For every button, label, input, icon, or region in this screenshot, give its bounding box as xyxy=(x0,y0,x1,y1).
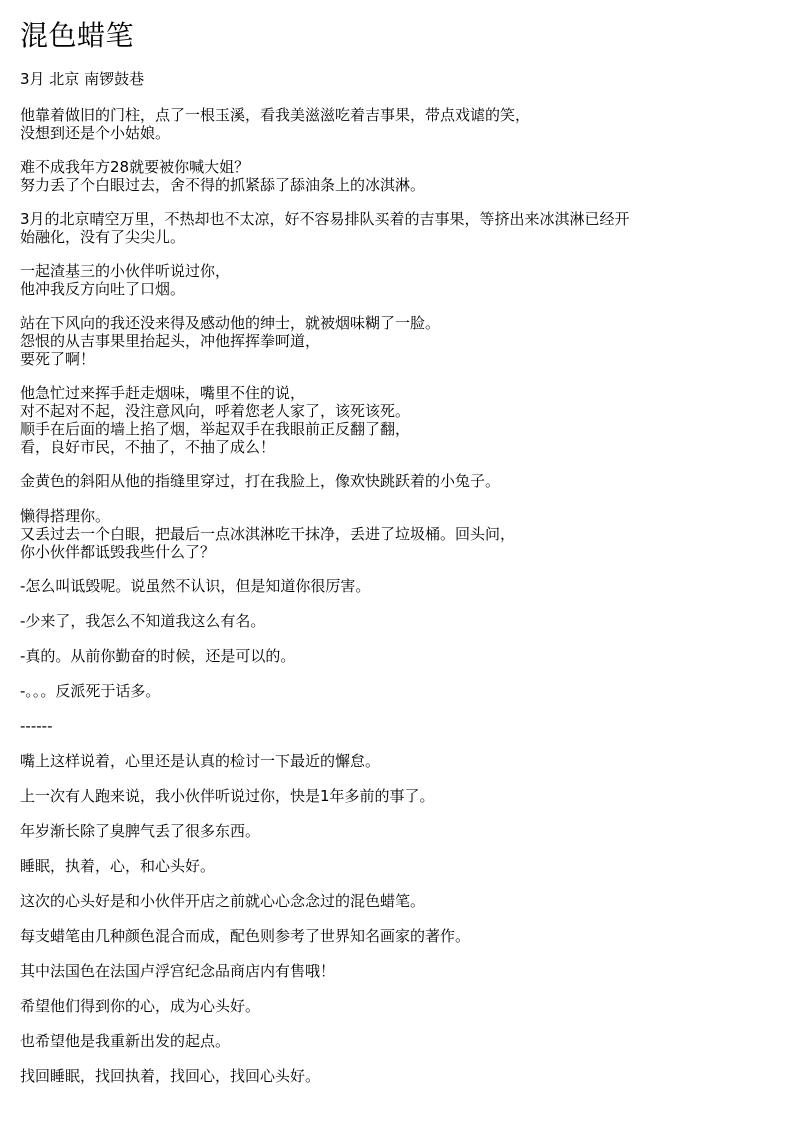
text-line: 怨恨的从吉事果里抬起头，冲他挥挥拳呵道， xyxy=(20,332,321,350)
text-line: -真的。从前你勤奋的时候，还是可以的。 xyxy=(20,647,296,665)
text-line: 要死了啊！ xyxy=(20,350,96,368)
text-line: -。。。反派死于话多。 xyxy=(20,682,161,700)
text-line: 睡眠，执着，心，和心头好。 xyxy=(20,857,216,875)
paragraph-3 xyxy=(20,210,780,246)
text-line: 他靠着做旧的门柱，点了一根玉溪，看我美滋滋吃着吉事果，带点戏谑的笑， xyxy=(20,106,531,124)
dialogue-line-4 xyxy=(20,682,780,700)
text-line: 对不起对不起，没注意风向，呼着您老人家了，该死该死。 xyxy=(20,402,411,420)
paragraph-5 xyxy=(20,314,780,368)
dateline: 3月 北京 南锣鼓巷 xyxy=(20,70,145,88)
paragraph-8 xyxy=(20,507,780,561)
text-line: 也希望他是我重新出发的起点。 xyxy=(20,1032,231,1050)
text-line: 希望他们得到你的心，成为心头好。 xyxy=(20,997,261,1015)
paragraph-2 xyxy=(20,158,780,194)
text-line: 努力丢了个白眼过去，舍不得的抓紧舔了舔油条上的冰淇淋。 xyxy=(20,176,426,194)
text-line: 看，良好市民，不抽了，不抽了成么！ xyxy=(20,438,276,456)
text-line: 始融化，没有了尖尖儿。 xyxy=(20,228,186,246)
section-divider xyxy=(20,717,780,735)
paragraph-12 xyxy=(20,857,780,875)
text-line: 上一次有人跑来说，我小伙伴听说过你，快是1年多前的事了。 xyxy=(20,787,435,805)
paragraph-4 xyxy=(20,262,780,298)
paragraph-6 xyxy=(20,384,780,456)
text-line: 难不成我年方28就要被你喊大姐？ xyxy=(20,158,250,176)
dialogue-line-2 xyxy=(20,612,780,630)
paragraph-9 xyxy=(20,752,780,770)
paragraph-16 xyxy=(20,997,780,1015)
dialogue-line-3 xyxy=(20,647,780,665)
text-line: 其中法国色在法国卢浮宫纪念品商店内有售哦！ xyxy=(20,962,336,980)
paragraph-14 xyxy=(20,927,780,945)
text-line: -少来了，我怎么不知道我这么有名。 xyxy=(20,612,266,630)
paragraph-1 xyxy=(20,106,780,142)
text-line: 这次的心头好是和小伙伴开店之前就心心念念过的混色蜡笔。 xyxy=(20,892,426,910)
text-line: 年岁渐长除了臭脾气丢了很多东西。 xyxy=(20,822,261,840)
paragraph-17 xyxy=(20,1032,780,1050)
paragraph-11 xyxy=(20,822,780,840)
text-line: 3月的北京晴空万里，不热却也不太凉，好不容易排队买着的吉事果，等挤出来冰淇淋已经开 xyxy=(20,210,630,228)
paragraph-13 xyxy=(20,892,780,910)
text-line: -怎么叫诋毁呢。说虽然不认识，但是知道你很厉害。 xyxy=(20,577,371,595)
text-line: 金黄色的斜阳从他的指缝里穿过，打在我脸上，像欢快跳跃着的小兔子。 xyxy=(20,472,501,490)
text-line: 嘴上这样说着，心里还是认真的检讨一下最近的懈怠。 xyxy=(20,752,381,770)
paragraph-7 xyxy=(20,472,780,490)
text-line: 顺手在后面的墙上掐了烟，举起双手在我眼前正反翻了翻， xyxy=(20,420,411,438)
paragraph-18 xyxy=(20,1067,780,1085)
divider-text: ------ xyxy=(20,717,53,735)
text-line: 每支蜡笔由几种颜色混合而成，配色则参考了世界知名画家的著作。 xyxy=(20,927,471,945)
text-line: 站在下风向的我还没来得及感动他的绅士，就被烟味糊了一脸。 xyxy=(20,314,441,332)
text-line: 你小伙伴都诋毁我些什么了？ xyxy=(20,543,216,561)
text-line: 一起渣基三的小伙伴听说过你， xyxy=(20,262,231,280)
paragraph-10 xyxy=(20,787,780,805)
paragraph-15 xyxy=(20,962,780,980)
text-line: 又丢过去一个白眼，把最后一点冰淇淋吃干抹净，丢进了垃圾桶。回头问， xyxy=(20,525,516,543)
text-line: 懒得搭理你。 xyxy=(20,507,111,525)
page-title: 混色蜡笔 xyxy=(20,19,135,52)
dialogue-line-1 xyxy=(20,577,780,595)
text-line: 没想到还是个小姑娘。 xyxy=(20,124,171,142)
text-line: 找回睡眠，找回执着，找回心，找回心头好。 xyxy=(20,1067,321,1085)
text-line: 他冲我反方向吐了口烟。 xyxy=(20,280,186,298)
text-line: 他急忙过来挥手赶走烟味，嘴里不住的说， xyxy=(20,384,306,402)
